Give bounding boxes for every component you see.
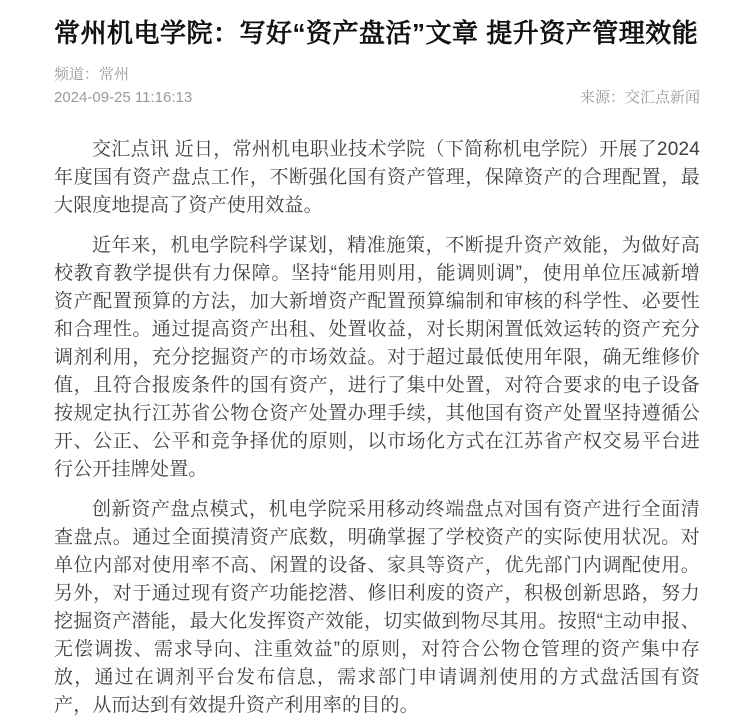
article-paragraph: 交汇点讯 近日，常州机电职业技术学院（下简称机电学院）开展了2024年度国有资产盘点工作，不断强化国有资产管理，保障资产的合理配置，最大限度地提高了资产使用效益。 <box>54 139 700 216</box>
article-paragraph: 创新资产盘点模式，机电学院采用移动终端盘点对国有资产进行全面清查盘点。通过全面摸清资产底数，明确掌握了学校资产的实际使用状况。对单位内部对使用率不高、闲置的设备、家具等资产，优先部门内调配使用。另外，对于通过现有资产功能挖潜、修旧利废的资产，积极创新思路，努力挖掘资产潜能，最大化发挥资产效能，切实做到物尽其用。按照“主动申报、无偿调拨、需求导向、注重效益”的原则，对符合公物仓管理的资产集中存放，通过在调剂平台发布信息，需求部门申请调剂使用的方式盘活国有资产，从而达到有效提升资产利用率的目的。 <box>54 499 700 716</box>
article-meta <box>54 63 700 109</box>
article-datetime: 2024-09-25 11:16:13 <box>54 89 193 106</box>
article-body <box>54 136 700 720</box>
article-channel: 频道：常州 <box>54 66 130 83</box>
article-paragraph: 近年来，机电学院科学谋划，精准施策，不断提升资产效能，为做好高校教育教学提供有力保障。坚持“能用则用，能调则调”，使用单位压减新增资产配置预算的方法，加大新增资产配置预算编制和审核的科学性、必要性和合理性。通过提高资产出租、处置收益，对长期闲置低效运转的资产充分调剂利用，充分挖掘资产的市场效益。对于超过最低使用年限，确无维修价值，且符合报废条件的国有资产，进行了集中处置，对符合要求的电子设备按规定执行江苏省公物仓资产处置办理手续，其他国有资产处置坚持遵循公开、公正、公平和竞争择优的原则，以市场化方式在江苏省产权交易平台进行公开挂牌处置。 <box>54 235 700 480</box>
article-source: 来源：交汇点新闻 <box>579 89 700 106</box>
article-title: 常州机电学院：写好“资产盘活”文章 提升资产管理效能 <box>54 18 699 48</box>
article-meta-row <box>54 86 700 109</box>
